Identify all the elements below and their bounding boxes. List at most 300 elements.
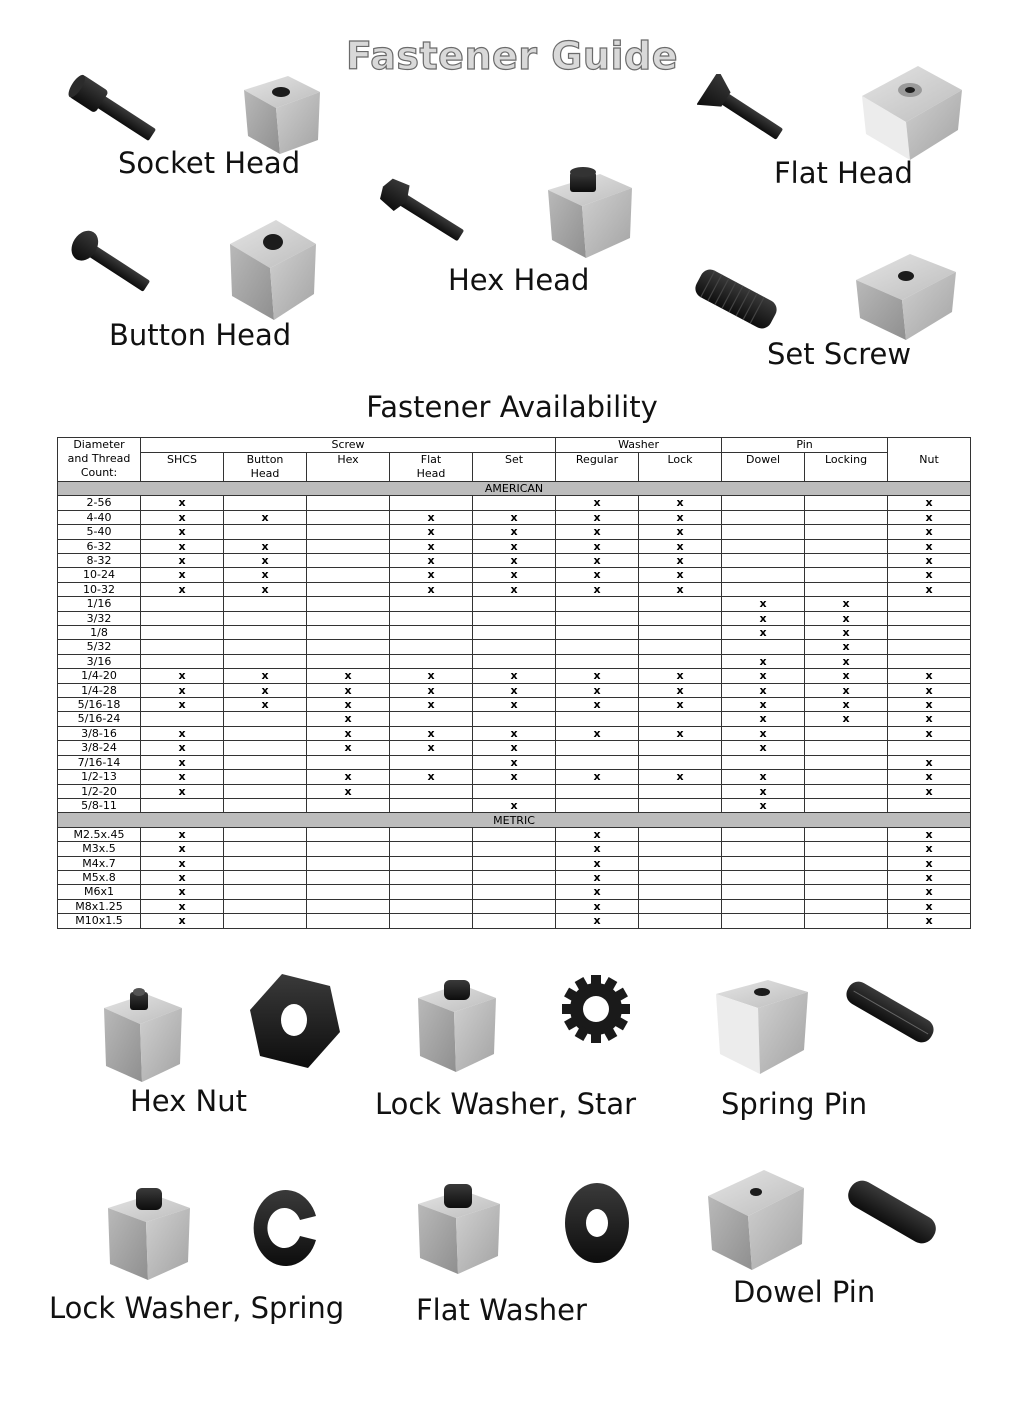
availability-cell [556, 798, 639, 812]
availability-cell: x [805, 654, 888, 668]
availability-cell: x [639, 726, 722, 740]
availability-cell [556, 755, 639, 769]
availability-cell [473, 597, 556, 611]
availability-cell [224, 870, 307, 884]
size-cell: M2.5x.45 [58, 827, 141, 841]
availability-cell [722, 885, 805, 899]
availability-cell: x [141, 755, 224, 769]
socket-head-screw-icon [62, 74, 166, 144]
availability-cell: x [141, 842, 224, 856]
availability-cell [556, 712, 639, 726]
header-locking: Locking [805, 453, 888, 482]
label-lock-washer-spring: Lock Washer, Spring [49, 1291, 345, 1325]
table-row [58, 683, 971, 697]
availability-cell: x [888, 784, 971, 798]
availability-cell: x [888, 683, 971, 697]
spring-pin-block-icon [712, 976, 812, 1076]
availability-cell: x [556, 914, 639, 928]
table-row [58, 525, 971, 539]
availability-cell: x [888, 870, 971, 884]
availability-cell [224, 827, 307, 841]
availability-cell: x [473, 539, 556, 553]
availability-cell [805, 539, 888, 553]
availability-cell: x [141, 885, 224, 899]
availability-cell [224, 741, 307, 755]
availability-cell: x [473, 726, 556, 740]
availability-cell [805, 726, 888, 740]
availability-cell: x [141, 510, 224, 524]
table-row [58, 611, 971, 625]
availability-cell [224, 712, 307, 726]
availability-cell [390, 784, 473, 798]
availability-cell: x [556, 899, 639, 913]
availability-cell: x [639, 510, 722, 524]
availability-cell [805, 496, 888, 510]
availability-cell [639, 885, 722, 899]
availability-cell [639, 712, 722, 726]
availability-cell [473, 914, 556, 928]
header-dowel: Dowel [722, 453, 805, 482]
size-cell: 3/16 [58, 654, 141, 668]
set-screw-icon [688, 266, 784, 332]
label-flat-washer: Flat Washer [416, 1293, 587, 1327]
size-cell: M10x1.5 [58, 914, 141, 928]
size-cell: M8x1.25 [58, 899, 141, 913]
availability-body [58, 482, 971, 929]
availability-cell [307, 914, 390, 928]
section-row-metric [58, 813, 971, 827]
hex-head-screw-icon [374, 176, 472, 246]
availability-cell [722, 568, 805, 582]
availability-cell: x [888, 669, 971, 683]
availability-cell [307, 496, 390, 510]
availability-cell [473, 654, 556, 668]
label-flat-head: Flat Head [774, 156, 913, 190]
availability-cell [390, 798, 473, 812]
availability-cell: x [473, 554, 556, 568]
availability-cell: x [224, 539, 307, 553]
size-cell: 5/16-24 [58, 712, 141, 726]
availability-cell [224, 856, 307, 870]
header-button-head: Button Head [224, 453, 307, 482]
availability-cell [805, 741, 888, 755]
availability-cell [473, 784, 556, 798]
availability-cell: x [390, 669, 473, 683]
availability-cell: x [888, 856, 971, 870]
availability-cell [390, 611, 473, 625]
availability-cell [390, 856, 473, 870]
label-hex-nut: Hex Nut [130, 1084, 247, 1118]
availability-cell: x [390, 568, 473, 582]
set-screw-block-icon [852, 250, 960, 342]
availability-cell [141, 640, 224, 654]
availability-cell: x [224, 554, 307, 568]
availability-cell [307, 885, 390, 899]
size-cell: 2-56 [58, 496, 141, 510]
availability-cell [473, 640, 556, 654]
availability-cell [888, 654, 971, 668]
table-row [58, 784, 971, 798]
availability-cell [307, 899, 390, 913]
table-row [58, 856, 971, 870]
availability-cell [722, 539, 805, 553]
availability-cell [888, 611, 971, 625]
table-row [58, 870, 971, 884]
availability-cell: x [722, 683, 805, 697]
header-group-pin: Pin [722, 438, 888, 453]
availability-cell: x [805, 626, 888, 640]
availability-cell: x [390, 525, 473, 539]
availability-cell [556, 626, 639, 640]
availability-cell [639, 914, 722, 928]
table-row [58, 698, 971, 712]
availability-cell: x [307, 698, 390, 712]
availability-cell [224, 611, 307, 625]
availability-cell [722, 640, 805, 654]
availability-cell: x [141, 554, 224, 568]
availability-cell [390, 755, 473, 769]
availability-cell [473, 885, 556, 899]
availability-cell [390, 827, 473, 841]
availability-cell [888, 741, 971, 755]
availability-cell: x [556, 885, 639, 899]
availability-cell: x [722, 712, 805, 726]
availability-cell: x [473, 669, 556, 683]
availability-cell [805, 770, 888, 784]
availability-cell: x [390, 539, 473, 553]
availability-cell: x [556, 870, 639, 884]
availability-cell: x [473, 798, 556, 812]
availability-cell [224, 525, 307, 539]
availability-cell [473, 611, 556, 625]
availability-cell: x [224, 510, 307, 524]
availability-cell: x [473, 755, 556, 769]
size-cell: 3/8-24 [58, 741, 141, 755]
availability-cell: x [639, 539, 722, 553]
availability-cell [307, 827, 390, 841]
availability-cell: x [224, 669, 307, 683]
availability-cell [141, 798, 224, 812]
availability-cell [390, 899, 473, 913]
availability-cell: x [473, 582, 556, 596]
availability-cell: x [556, 842, 639, 856]
availability-cell: x [390, 510, 473, 524]
availability-cell [141, 597, 224, 611]
availability-cell: x [473, 770, 556, 784]
availability-cell [141, 626, 224, 640]
split-washer-icon [252, 1186, 324, 1270]
availability-cell: x [722, 611, 805, 625]
table-row [58, 640, 971, 654]
availability-cell: x [639, 582, 722, 596]
availability-cell: x [888, 554, 971, 568]
availability-cell [556, 784, 639, 798]
availability-cell [390, 626, 473, 640]
availability-cell: x [556, 525, 639, 539]
availability-cell [639, 755, 722, 769]
header-size-column: Diameter and Thread Count: [58, 438, 141, 482]
availability-cell: x [888, 568, 971, 582]
availability-cell [473, 870, 556, 884]
availability-cell [805, 798, 888, 812]
availability-cell [224, 770, 307, 784]
label-dowel-pin: Dowel Pin [733, 1275, 876, 1309]
availability-cell: x [307, 669, 390, 683]
availability-cell [390, 654, 473, 668]
availability-cell [307, 640, 390, 654]
availability-cell [888, 597, 971, 611]
availability-cell: x [556, 669, 639, 683]
table-row [58, 712, 971, 726]
table-row [58, 914, 971, 928]
table-row [58, 669, 971, 683]
availability-cell [307, 582, 390, 596]
availability-cell: x [556, 827, 639, 841]
availability-cell [307, 539, 390, 553]
star-washer-icon [560, 974, 632, 1044]
availability-cell: x [556, 554, 639, 568]
table-row [58, 770, 971, 784]
availability-cell [390, 597, 473, 611]
size-cell: 6-32 [58, 539, 141, 553]
label-button-head: Button Head [109, 318, 292, 352]
availability-cell: x [556, 539, 639, 553]
table-row [58, 899, 971, 913]
availability-cell: x [722, 597, 805, 611]
flat-head-block-icon [858, 60, 966, 162]
availability-cell: x [473, 698, 556, 712]
availability-cell [141, 611, 224, 625]
availability-cell: x [473, 741, 556, 755]
table-row [58, 842, 971, 856]
table-row [58, 798, 971, 812]
availability-cell: x [224, 683, 307, 697]
availability-cell [639, 856, 722, 870]
availability-cell: x [722, 669, 805, 683]
availability-cell: x [722, 741, 805, 755]
availability-cell [307, 568, 390, 582]
size-cell: 5/32 [58, 640, 141, 654]
availability-cell: x [556, 726, 639, 740]
availability-cell: x [888, 899, 971, 913]
availability-cell [805, 755, 888, 769]
availability-cell [805, 827, 888, 841]
availability-cell: x [307, 784, 390, 798]
availability-cell: x [307, 712, 390, 726]
availability-cell [307, 626, 390, 640]
availability-cell: x [888, 539, 971, 553]
table-row [58, 654, 971, 668]
header-hex: Hex [307, 453, 390, 482]
availability-cell: x [722, 654, 805, 668]
availability-cell: x [556, 510, 639, 524]
size-cell: 1/4-28 [58, 683, 141, 697]
availability-cell: x [722, 698, 805, 712]
availability-cell: x [390, 582, 473, 596]
availability-cell [722, 755, 805, 769]
availability-cell: x [141, 582, 224, 596]
availability-cell: x [556, 496, 639, 510]
size-cell: M3x.5 [58, 842, 141, 856]
flat-washer-block-icon [414, 1180, 504, 1276]
table-row [58, 741, 971, 755]
hex-nut-block-icon [100, 984, 186, 1084]
table-row [58, 626, 971, 640]
availability-cell: x [141, 726, 224, 740]
availability-cell: x [141, 827, 224, 841]
flat-washer-icon [562, 1180, 632, 1266]
availability-cell: x [141, 698, 224, 712]
availability-cell: x [639, 698, 722, 712]
availability-cell [722, 554, 805, 568]
availability-cell: x [639, 496, 722, 510]
availability-cell: x [888, 510, 971, 524]
availability-cell [307, 798, 390, 812]
availability-cell: x [805, 683, 888, 697]
availability-cell: x [722, 798, 805, 812]
availability-cell [307, 611, 390, 625]
availability-cell: x [141, 669, 224, 683]
availability-cell [556, 640, 639, 654]
availability-cell: x [307, 741, 390, 755]
availability-cell: x [556, 770, 639, 784]
availability-cell [224, 626, 307, 640]
availability-cell [805, 914, 888, 928]
availability-cell [473, 842, 556, 856]
availability-cell: x [805, 640, 888, 654]
label-socket-head: Socket Head [118, 146, 301, 180]
availability-cell [722, 856, 805, 870]
size-cell: 5/16-18 [58, 698, 141, 712]
availability-cell [805, 842, 888, 856]
availability-cell [805, 784, 888, 798]
availability-cell [224, 842, 307, 856]
availability-cell [473, 496, 556, 510]
availability-cell [390, 914, 473, 928]
size-cell: 5-40 [58, 525, 141, 539]
availability-cell [556, 611, 639, 625]
table-row [58, 726, 971, 740]
availability-table [57, 437, 971, 929]
availability-cell: x [888, 827, 971, 841]
size-cell: 1/4-20 [58, 669, 141, 683]
size-cell: 5/8-11 [58, 798, 141, 812]
availability-cell [556, 597, 639, 611]
availability-cell [141, 712, 224, 726]
availability-cell: x [307, 770, 390, 784]
availability-cell: x [390, 698, 473, 712]
availability-cell: x [390, 683, 473, 697]
availability-cell [224, 496, 307, 510]
availability-cell: x [888, 525, 971, 539]
availability-cell [805, 568, 888, 582]
availability-cell [722, 914, 805, 928]
availability-cell: x [888, 726, 971, 740]
availability-cell: x [639, 568, 722, 582]
availability-cell [224, 899, 307, 913]
availability-cell: x [888, 712, 971, 726]
availability-cell [639, 842, 722, 856]
table-row [58, 568, 971, 582]
availability-cell: x [473, 683, 556, 697]
availability-cell: x [141, 914, 224, 928]
lock-washer-star-block-icon [414, 976, 500, 1074]
availability-cell [307, 755, 390, 769]
availability-cell: x [141, 770, 224, 784]
availability-cell [888, 626, 971, 640]
availability-cell [639, 626, 722, 640]
size-cell: 3/8-16 [58, 726, 141, 740]
hex-head-block-icon [544, 164, 636, 260]
availability-cell: x [556, 683, 639, 697]
availability-cell [307, 525, 390, 539]
availability-cell [722, 842, 805, 856]
size-cell: 7/16-14 [58, 755, 141, 769]
availability-cell: x [639, 770, 722, 784]
availability-cell [805, 885, 888, 899]
section-label: METRIC [58, 813, 971, 827]
size-cell: M4x.7 [58, 856, 141, 870]
availability-cell [473, 827, 556, 841]
availability-cell [224, 784, 307, 798]
label-lock-washer-star: Lock Washer, Star [375, 1087, 637, 1121]
availability-cell [390, 885, 473, 899]
availability-cell [722, 870, 805, 884]
availability-cell: x [141, 856, 224, 870]
availability-cell: x [390, 741, 473, 755]
availability-cell [224, 654, 307, 668]
table-row [58, 582, 971, 596]
page-title: Fastener Guide [346, 34, 678, 78]
availability-cell [639, 597, 722, 611]
table-row [58, 496, 971, 510]
button-head-screw-icon [62, 226, 158, 298]
availability-cell [390, 496, 473, 510]
availability-cell [888, 640, 971, 654]
availability-cell [224, 914, 307, 928]
availability-cell: x [722, 784, 805, 798]
availability-cell [224, 726, 307, 740]
availability-cell [805, 554, 888, 568]
label-hex-head: Hex Head [448, 263, 590, 297]
availability-cell: x [805, 698, 888, 712]
availability-cell [639, 827, 722, 841]
availability-cell [307, 554, 390, 568]
availability-cell [390, 870, 473, 884]
availability-cell: x [639, 683, 722, 697]
hex-nut-icon [248, 970, 342, 1072]
table-row [58, 597, 971, 611]
availability-cell [224, 798, 307, 812]
button-head-block-icon [226, 210, 320, 322]
availability-cell: x [888, 914, 971, 928]
availability-cell: x [141, 899, 224, 913]
section-row-american [58, 482, 971, 496]
dowel-pin-block-icon [704, 1166, 808, 1272]
availability-cell [307, 842, 390, 856]
availability-cell [722, 496, 805, 510]
availability-heading: Fastener Availability [366, 390, 658, 424]
flat-head-screw-icon [697, 74, 791, 146]
availability-cell: x [141, 741, 224, 755]
table-row [58, 554, 971, 568]
availability-cell [639, 654, 722, 668]
availability-cell: x [390, 726, 473, 740]
availability-cell: x [390, 554, 473, 568]
availability-cell [805, 870, 888, 884]
header-lock: Lock [639, 453, 722, 482]
availability-cell: x [473, 568, 556, 582]
